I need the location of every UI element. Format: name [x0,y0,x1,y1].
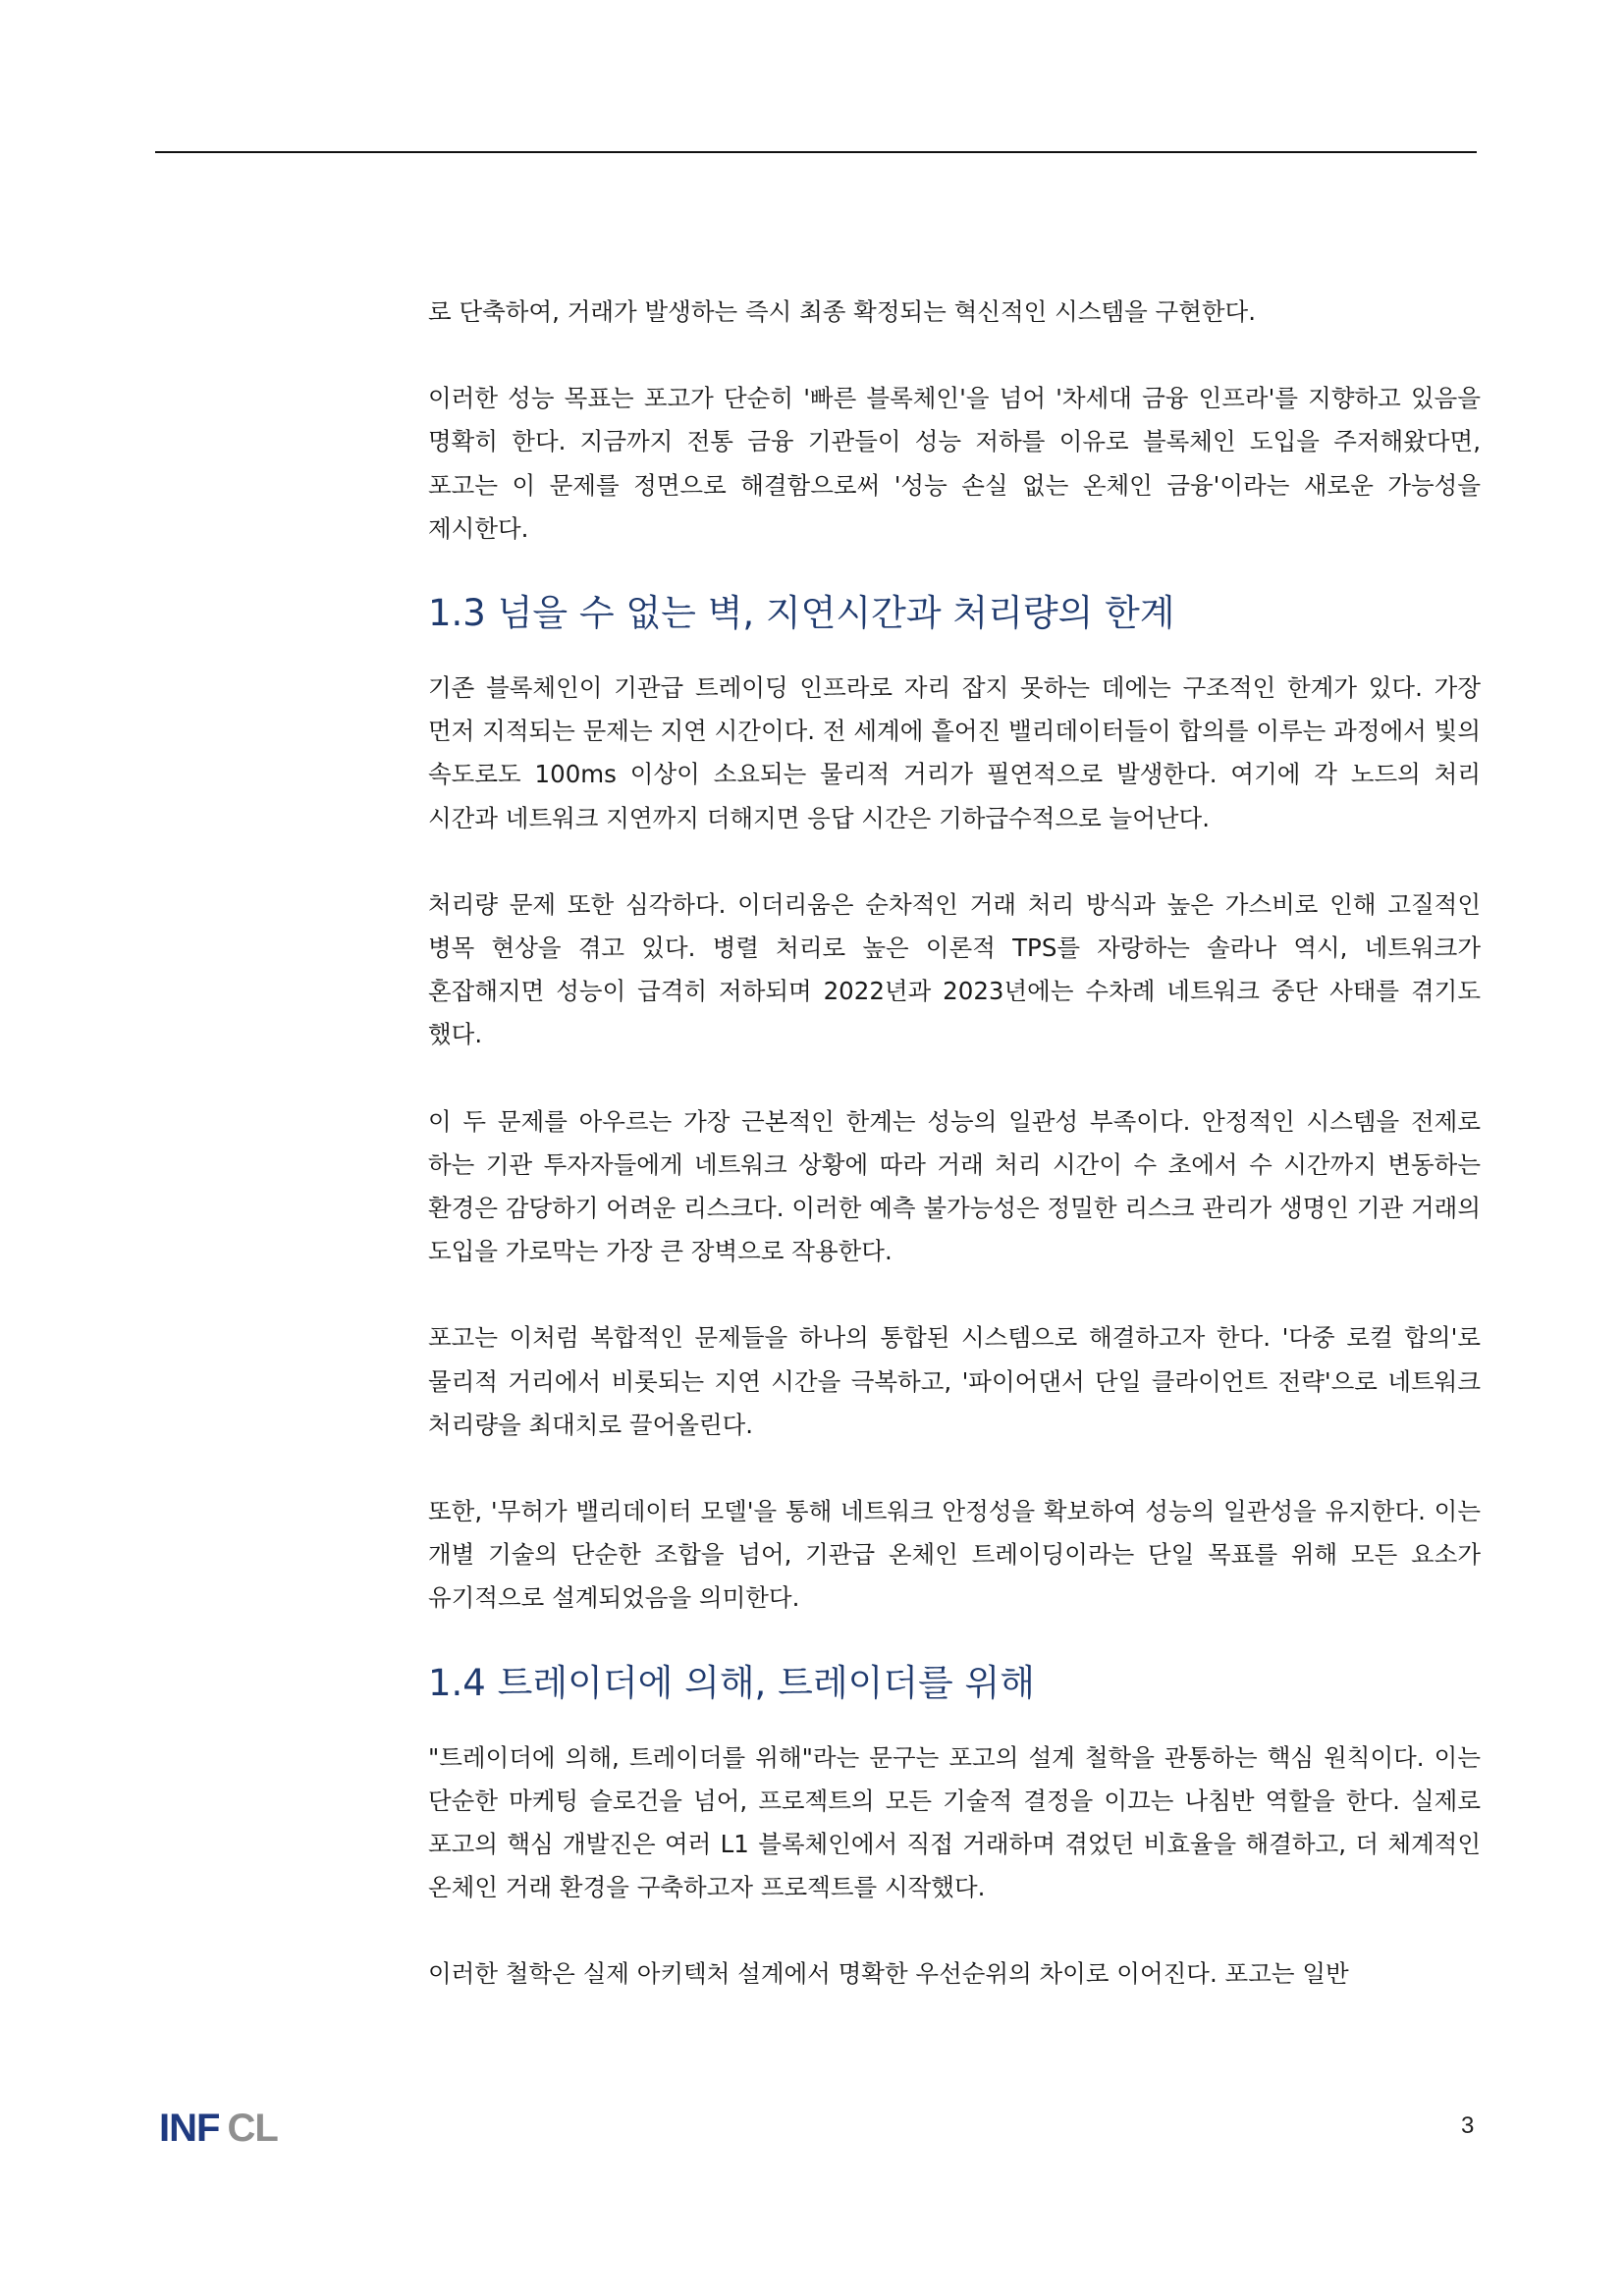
paragraph: 포고는 이처럼 복합적인 문제들을 하나의 통합된 시스템으로 해결하고자 한다. '다중 로컬 합의'로 물리적 거리에서 비롯되는 지연 시간을 극복하고, '파이어댄서 단일 클라이언트 전략'으로 네트워크 처리량을 최대치로 끌어올린다. [428,1323,1481,1439]
paragraph: 이러한 성능 목표는 포고가 단순히 '빠른 블록체인'을 넘어 '차세대 금융 인프라'를 지향하고 있음을 명확히 한다. 지금까지 전통 금융 기관들이 성능 저하를 이유로 블록체인 도입을 주저해왔다면, 포고는 이 문제를 정면으로 해결함으로써 '성능 손실 없는 온체인 금융'이라는 새로운 가능성을 제시한다. [428,384,1481,543]
infcl-logo [159,2109,278,2148]
paragraph: 처리량 문제 또한 심각하다. 이더리움은 순차적인 거래 처리 방식과 높은 가스비로 인해 고질적인 병목 현상을 겪고 있다. 병렬 처리로 높은 이론적 TPS를 자랑하는 솔라나 역시, 네트워크가 혼잡해지면 성능이 급격히 저하되며 2022년과 2023년에는 수차례 네트워크 중단 사태를 겪기도 했다. [428,889,1481,1049]
heading-gap [428,643,1481,667]
logo-text-inf: INF [159,2107,220,2150]
paragraph-gap [428,334,1481,377]
paragraph-gap [428,1273,1481,1316]
paragraph: "트레이더에 의해, 트레이더를 위해"라는 문구는 포고의 설계 철학을 관통하는 핵심 원칙이다. 이는 단순한 마케팅 슬로건을 넘어, 프로젝트의 모든 기술적 결정을 이끄는 나침반 역할을 한다. 실제로 포고의 핵심 개발진은 여러 L1 블록체인에서 직접 거래하며 겪었던 비효율을 해결하고, 더 체계적인 온체인 거래 환경을 구축하고자 프로젝트를 시작했다. [428,1742,1481,1902]
header-rule [155,151,1477,153]
section-heading-1-3: 1.3 넘을 수 없는 벽, 지연시간과 처리량의 한계 [428,592,1175,635]
paragraph: 또한, '무허가 밸리데이터 모델'을 통해 네트워크 안정성을 확보하여 성능의 일관성을 유지한다. 이는 개별 기술의 단순한 조합을 넘어, 기관급 온체인 트레이딩이라는 단일 목표를 위해 모든 요소가 유기적으로 설계되었음을 의미한다. [428,1497,1481,1613]
paragraph-gap [428,1447,1481,1490]
paragraph: 로 단축하여, 거래가 발생하는 즉시 최종 확정되는 혁신적인 시스템을 구현한다. [428,297,1257,326]
section-gap [428,551,1481,584]
heading-gap [428,1713,1481,1736]
paragraph: 이 두 문제를 아우르는 가장 근본적인 한계는 성능의 일관성 부족이다. 안정적인 시스템을 전제로 하는 기관 투자자들에게 네트워크 상황에 따라 거래 처리 시간이 수 초에서 수 시간까지 변동하는 환경은 감당하기 어려운 리스크다. 이러한 예측 불가능성은 정밀한 리스크 관리가 생명인 기관 거래의 도입을 가로막는 가장 큰 장벽으로 작용한다. [428,1106,1481,1266]
section-heading-1-4: 1.4 트레이더에 의해, 트레이더를 위해 [428,1661,1036,1704]
logo-text-cl: CL [227,2107,278,2150]
paragraph: 이러한 철학은 실제 아키텍처 설계에서 명확한 우선순위의 차이로 이어진다. 포고는 일반 [428,1959,1349,1989]
section-gap [428,1621,1481,1654]
paragraph: 기존 블록체인이 기관급 트레이딩 인프라로 자리 잡지 못하는 데에는 구조적인 한계가 있다. 가장 먼저 지적되는 문제는 지연 시간이다. 전 세계에 흩어진 밸리데이터들이 합의를 이루는 과정에서 빛의 속도로도 100ms 이상이 소요되는 물리적 거리가 필연적으로 발생한다. 여기에 각 노드의 처리 시간과 네트워크 지연까지 더해지면 응답 시간은 기하급수적으로 늘어난다. [428,673,1481,832]
paragraph-gap [428,1909,1481,1952]
paragraph-gap [428,1057,1481,1100]
page-body [428,291,1481,1997]
paragraph-gap [428,840,1481,883]
page-number: 3 [1461,2112,1475,2139]
